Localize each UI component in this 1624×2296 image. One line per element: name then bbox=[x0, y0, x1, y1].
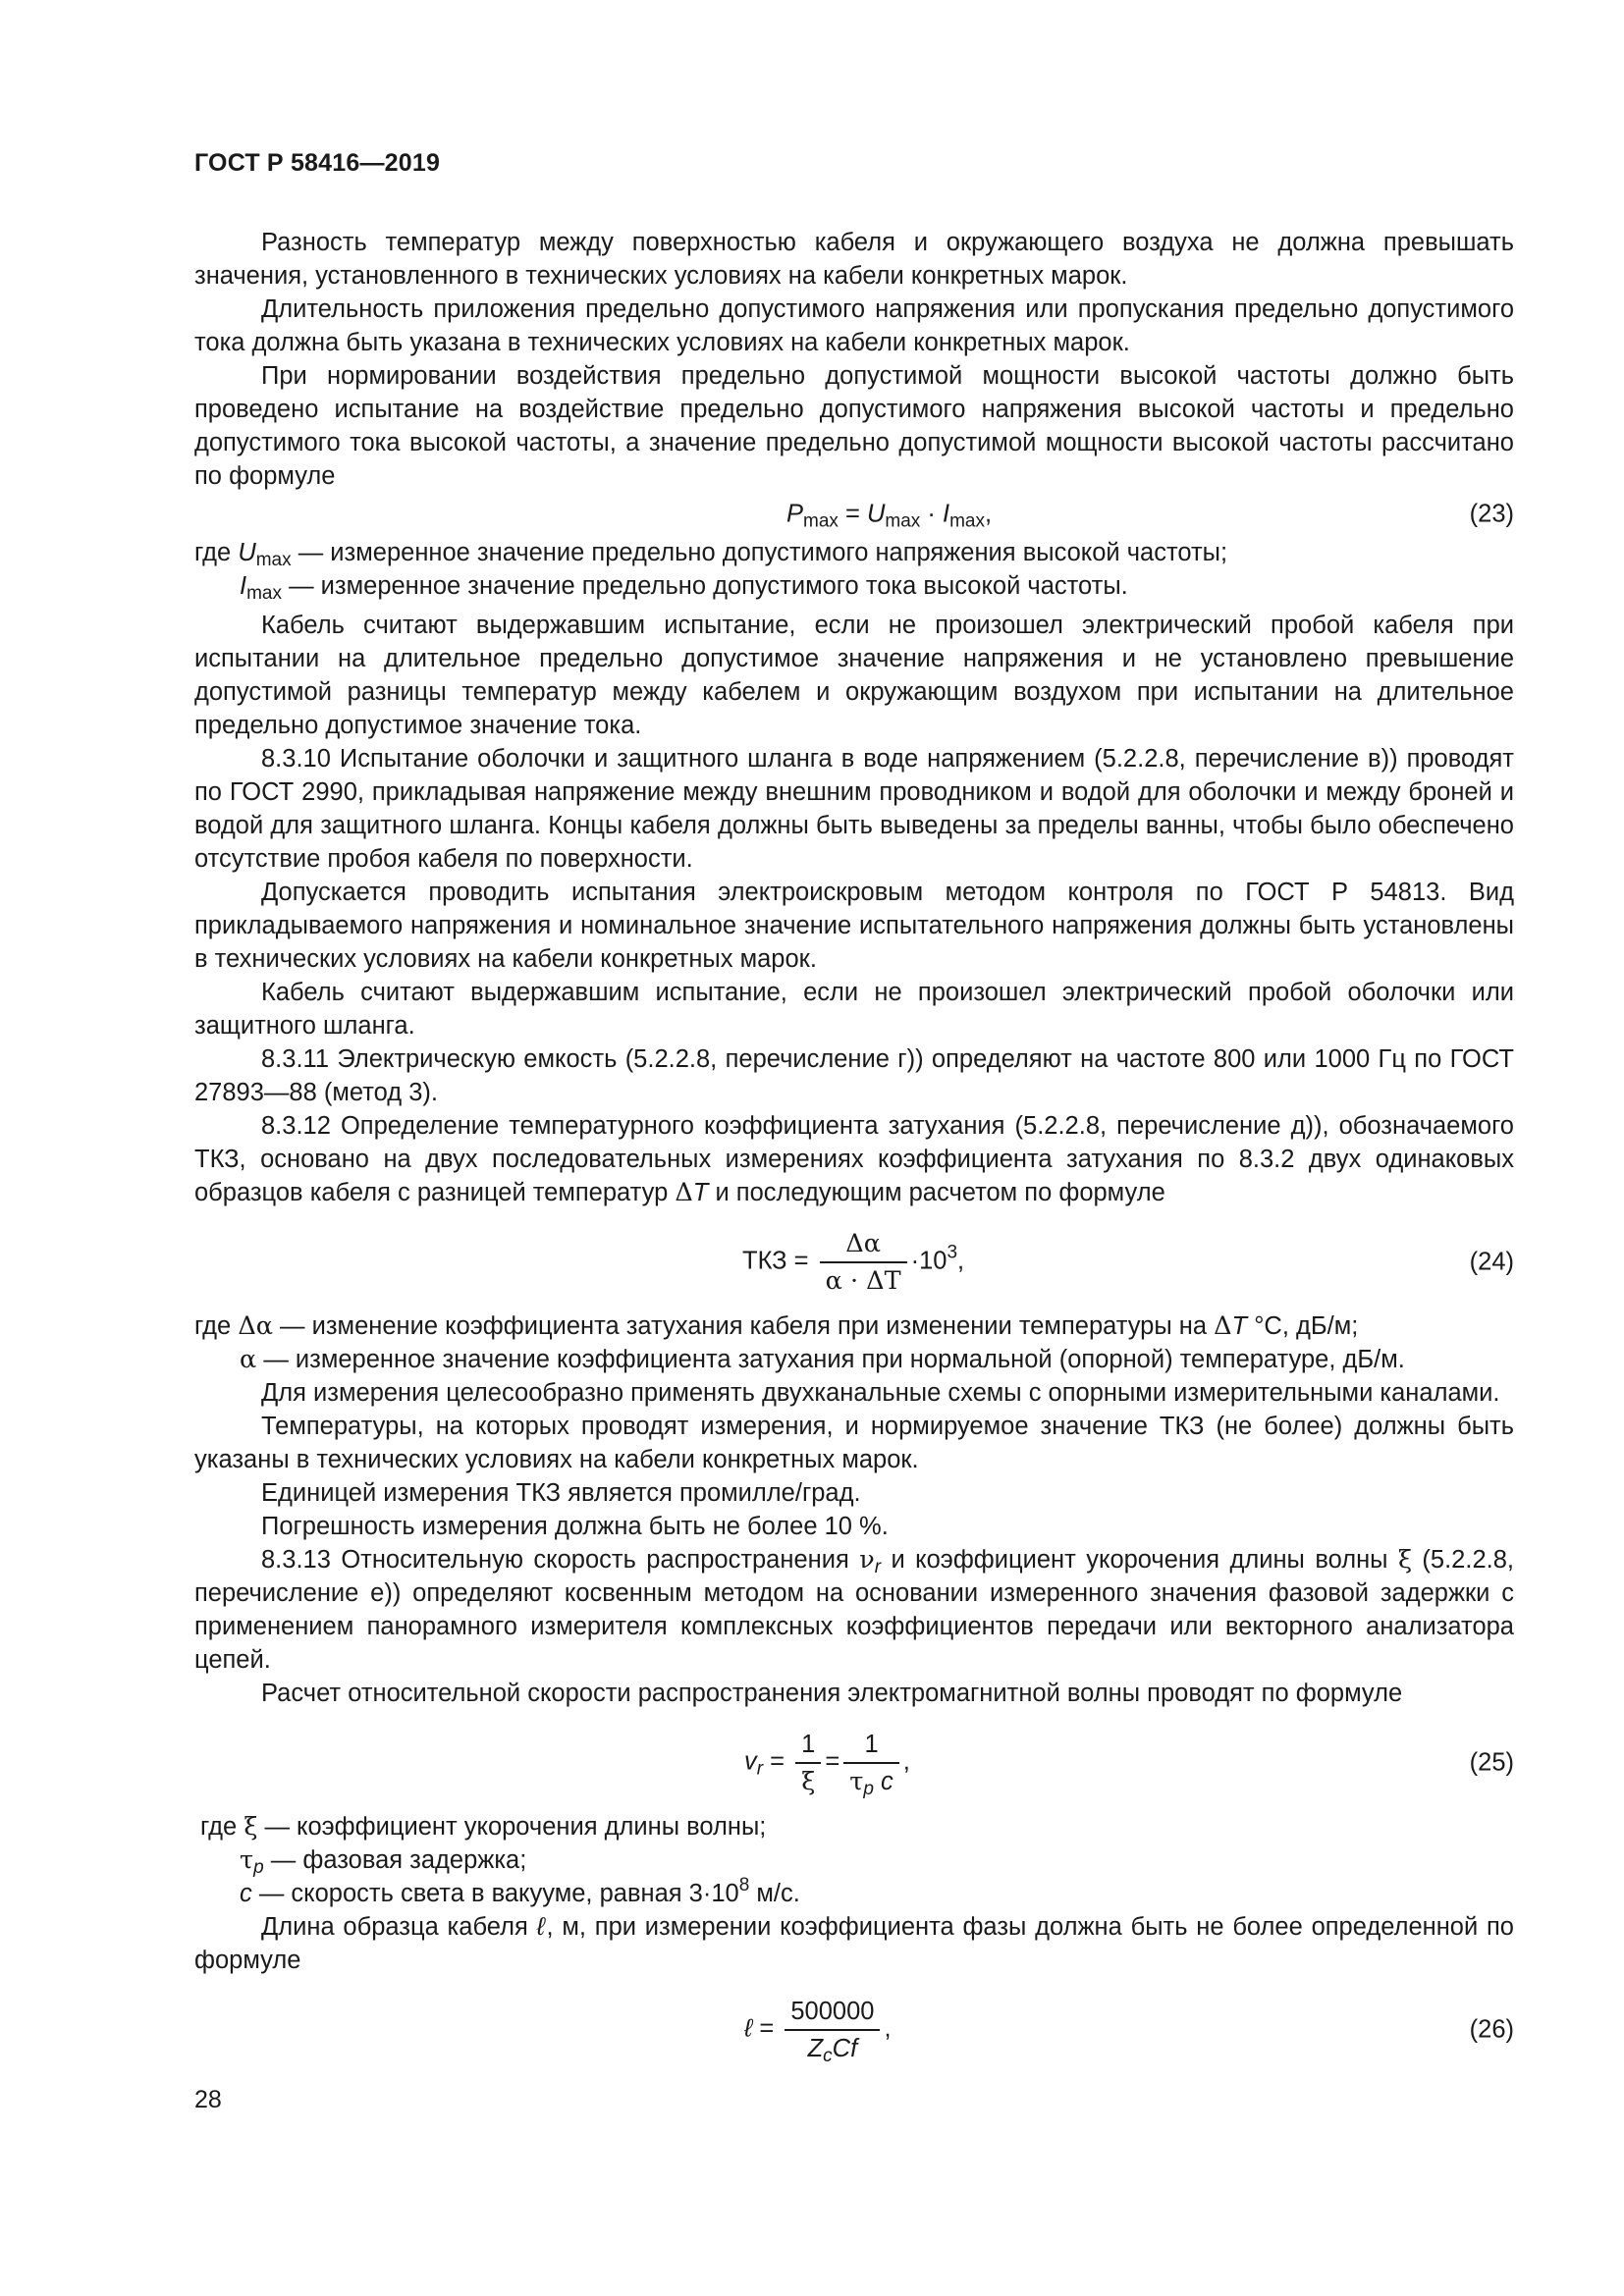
formula-24-fraction: $\frac{\Delta\alpha}{\alpha \cdot \Delta T}$ bbox=[820, 1228, 907, 1297]
formula-24 bbox=[194, 1215, 1514, 1309]
paragraph: 8.3.13 Относительную скорость распространения $\nu_r$ и коэффициент укорочения длины волны ξ (5.2.2.8, перечисление е)) определяют косвенным методом на основании измеренного значения фазовой задержки с применением панорамного измерителя комплексных коэффициентов передачи или векторного анализатора цепей. bbox=[194, 1545, 1514, 1674]
paragraph: При нормировании воздействия предельно допустимой мощности высокой частоты должно быть проведено испытание на воздействие предельно допустимого напряжения высокой частоты и предельно допустимого тока высокой частоты, а значение предельно допустимой мощности высокой частоты рассчитано по формуле bbox=[194, 362, 1514, 490]
formula-26-expression: ℓ = $\frac{500000}{Z_cCf}$ , bbox=[744, 1998, 892, 2066]
formula-25-expression: $v_r$ = $\frac{1}{\xi}$ = $\frac{1}{\tau_p c}$ , bbox=[744, 1731, 910, 1799]
paragraph: 8.3.10 Испытание оболочки и защитного шланга в воде напряжением (5.2.2.8, перечисление в)) проводят по ГОСТ 2990, прикладывая напряжение между внешним проводником и водой для оболочки и между броней и водой для защитного шланга. Концы кабеля должны быть выведены за пределы ванны, чтобы было обеспечено отсутствие пробоя кабеля по поверхности. bbox=[194, 745, 1514, 873]
formula-25-fraction-xi: $\frac{1}{\xi}$ bbox=[795, 1729, 821, 1797]
paragraph: Длительность приложения предельно допустимого напряжения или пропускания предельно допустимого тока должна быть указана в технических условиях на кабели конкретных марок. bbox=[194, 295, 1514, 356]
formula-25-fraction-tau: $\frac{1}{\tau_p c}$ bbox=[843, 1729, 899, 1797]
paragraph: Расчет относительной скорости распространения электромагнитной волны проводят по формуле bbox=[261, 1680, 1403, 1707]
formula-24-expression: ТКЗ = $\frac{\Delta\alpha}{\alpha \cdot \Delta T}$ $\cdot 10^3$, bbox=[742, 1229, 965, 1296]
formula-26-fraction: $\frac{500000}{Z_cCf}$ bbox=[785, 1996, 880, 2064]
paragraph: 8.3.12 Определение температурного коэффициента затухания (5.2.2.8, перечисление д)), обозначаемого ТКЗ, основано на двух последовательных измерениях коэффициента затухания по 8.3.2 двух одинаковых образцов кабеля с разницей температур ΔT и последующим расчетом по формуле bbox=[194, 1112, 1514, 1207]
standard-header: ГОСТ Р 58416—2019 bbox=[194, 149, 441, 177]
paragraph: Кабель считают выдержавшим испытание, если не произошел электрический пробой кабеля при испытании на длительное предельно допустимое значение напряжения и не установлено превышение допустимой разницы температур между кабелем и окружающим воздухом при испытании на длительное предельно допустимое значение тока. bbox=[194, 612, 1514, 739]
definition-tau: $\tau_p$ — фазовая задержка; bbox=[240, 1845, 527, 1878]
paragraph: Температуры, на которых проводят измерения, и нормируемое значение ТКЗ (не более) должны быть указаны в технических условиях на кабели конкретных марок. bbox=[194, 1413, 1514, 1473]
definition-c: c — скорость света в вакууме, равная $3\cdot 10^8$ м/с. bbox=[240, 1875, 800, 1907]
formula-26-number: (26) bbox=[1469, 2015, 1514, 2044]
page-number: 28 bbox=[194, 2086, 222, 2113]
formula-23-expression: $P_{max} = U_{max} \cdot I_{max}$, bbox=[786, 500, 993, 532]
formula-23-number: (23) bbox=[1469, 500, 1514, 528]
paragraph: Для измерения целесообразно применять двухканальные схемы с опорными измерительными каналами. bbox=[261, 1379, 1500, 1407]
paragraph: Разность температур между поверхностью кабеля и окружающего воздуха не должна превышать значения, установленного в технических условиях на кабели конкретных марок. bbox=[194, 229, 1514, 290]
paragraph: Единицей измерения ТКЗ является промилле/град. bbox=[261, 1479, 861, 1507]
paragraph: 8.3.11 Электрическую емкость (5.2.2.8, перечисление г)) определяют на частоте 800 или 1000 Гц по ГОСТ 27893—88 (метод 3). bbox=[194, 1045, 1514, 1106]
formula-25-number: (25) bbox=[1469, 1748, 1514, 1777]
paragraph: Погрешность измерения должна быть не более 10 %. bbox=[261, 1513, 889, 1540]
formula-24-number: (24) bbox=[1469, 1248, 1514, 1276]
definition-delta-alpha: где Δα — изменение коэффициента затухания кабеля при изменении температуры на ΔT °С, дБ/м; bbox=[194, 1311, 1359, 1341]
paragraph: Длина образца кабеля ℓ, м, при измерении коэффициента фазы должна быть не более определенной по формуле bbox=[194, 1913, 1514, 1974]
definition-alpha: α — измеренное значение коэффициента затухания при нормальной (опорной) температуре, дБ/м. bbox=[240, 1345, 1405, 1374]
formula-26 bbox=[194, 1983, 1514, 2077]
paragraph: Кабель считают выдержавшим испытание, если не произошел электрический пробой оболочки или защитного шланга. bbox=[194, 979, 1514, 1040]
page-content bbox=[194, 226, 1514, 2077]
definition-U-max: где $U_{max}$ — измеренное значение предельно допустимого напряжения высокой частоты; bbox=[194, 539, 1228, 570]
paragraph: Допускается проводить испытания электроискровым методом контроля по ГОСТ Р 54813. Вид прикладываемого напряжения и номинальное значение испытательного напряжения должны быть установлены в технических условиях на кабели конкретных марок. bbox=[194, 879, 1514, 973]
formula-23 bbox=[194, 493, 1514, 536]
definition-I-max: $I_{max}$ — измеренное значение предельно допустимого тока высокой частоты. bbox=[240, 572, 1128, 604]
formula-25 bbox=[194, 1716, 1514, 1810]
definition-xi: где ξ — коэффициент укорочения длины волны; bbox=[200, 1812, 767, 1842]
